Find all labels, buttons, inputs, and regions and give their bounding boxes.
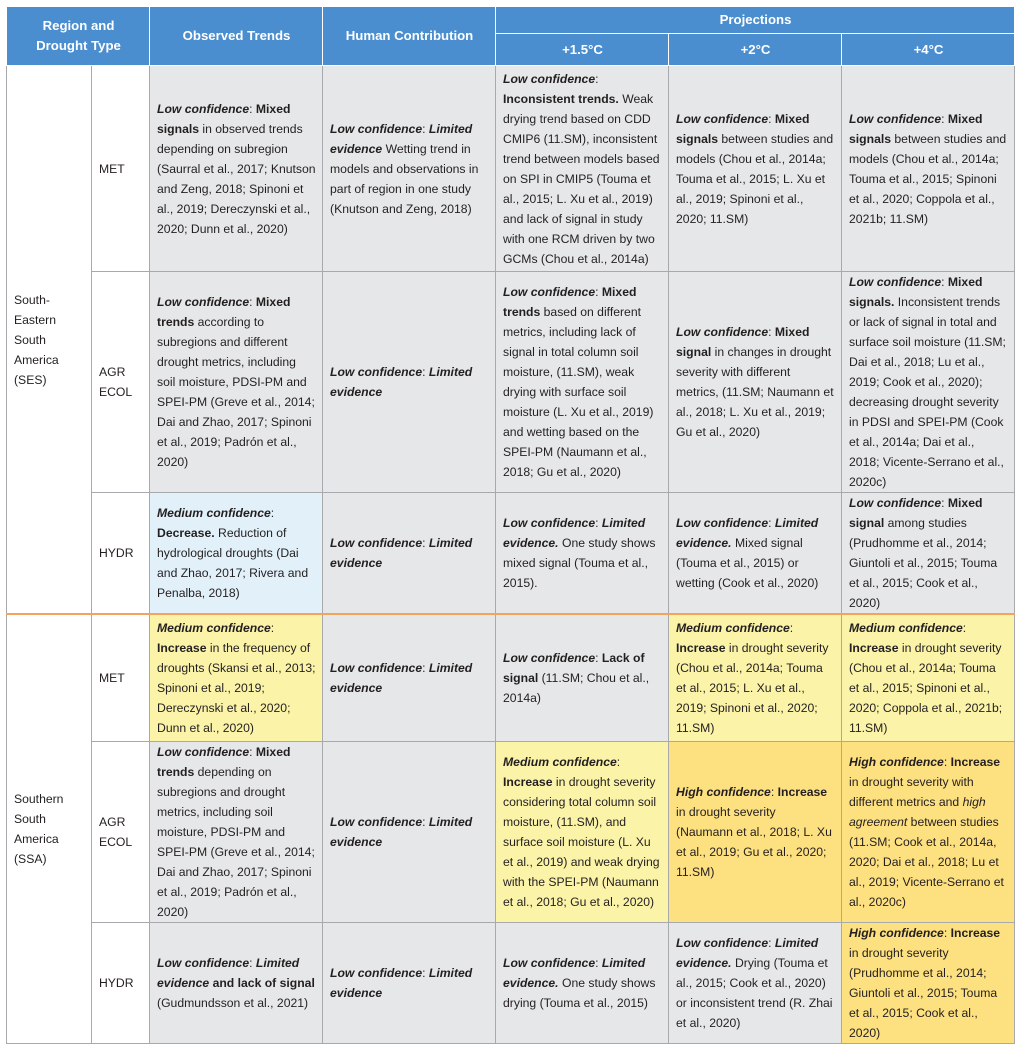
drought-type-cell xyxy=(92,614,150,742)
cell-text: between studies and models (Chou et al., 2014a; Touma et al., 2015; Spinoni et al., 2020; Coppola et al., 2021b; 11.SM) xyxy=(849,131,1007,226)
cell-text: High confidence xyxy=(849,926,944,940)
header-proj-1-5: +1.5°C xyxy=(496,34,669,66)
cell-proj-4 xyxy=(842,66,1015,272)
cell-text: : xyxy=(616,755,621,769)
cell-text: Increase xyxy=(950,926,1001,940)
cell-text: Mixed trends xyxy=(157,745,291,779)
cell-text: : xyxy=(941,496,948,510)
region-name-line: Southern xyxy=(14,792,64,806)
cell-proj-4 xyxy=(842,614,1015,742)
cell-text: Mixed signal xyxy=(676,325,810,359)
cell-text: Limited evidence. xyxy=(676,936,819,970)
cell-text: Mixed signals. xyxy=(849,275,983,309)
cell-text: Low confidence xyxy=(849,496,942,510)
cell-human xyxy=(323,742,496,923)
cell-text: : xyxy=(249,745,256,759)
region-name-line: South xyxy=(14,812,46,826)
cell-text: in the frequency of droughts (Skansi et al., 2013; Spinoni et al., 2019; Dereczynski et al., 2020; Dunn et al., 2020) xyxy=(157,641,316,735)
cell-text: Mixed signals xyxy=(849,111,983,146)
cell-observed xyxy=(150,66,323,272)
cell-observed xyxy=(150,493,323,615)
drought-type-label: MET xyxy=(99,161,125,176)
cell-text: Low confidence xyxy=(330,365,423,379)
cell-text: Low confidence xyxy=(676,936,769,950)
cell-proj-4 xyxy=(842,493,1015,615)
cell-proj-1-5 xyxy=(496,66,669,272)
drought-type-label: HYDR xyxy=(99,976,134,990)
cell-text: Mixed trends xyxy=(157,295,291,329)
cell-text: Limited evidence. xyxy=(503,956,646,990)
cell-text: in observed trends depending on subregion (Saurral et al., 2017; Knutson and Zeng, 2018; Spinoni et al., 2019; Dereczynski et al., 2020; Dunn et al., 2020) xyxy=(157,121,316,236)
cell-text: Low confidence xyxy=(157,956,250,970)
table-row xyxy=(7,493,1015,615)
cell-text: Low confidence xyxy=(330,121,423,136)
cell-text: Low confidence xyxy=(503,516,596,530)
cell-text: : xyxy=(962,621,967,635)
cell-text: One study shows drying (Touma et al., 2015) xyxy=(503,976,656,1010)
cell-text: Weak drying trend based on CDD CMIP6 (11.SM), inconsistent trend between models based on SPI in CMIP5 (Touma et al., 2015; L. Xu et al., 2019) and lack of signal in study with one RCM driven by two GCMs (Chou et al., 2014a) xyxy=(503,91,660,266)
cell-text: Low confidence xyxy=(676,516,769,530)
cell-text: (11.SM; Chou et al., 2014a) xyxy=(503,671,650,705)
cell-text: Mixed signals xyxy=(157,101,291,136)
header-proj-4: +4°C xyxy=(842,34,1015,66)
cell-text: : xyxy=(422,121,429,136)
cell-text: Increase xyxy=(849,641,899,655)
cell-text: Low confidence xyxy=(330,536,423,550)
cell-proj-2 xyxy=(669,923,842,1044)
drought-type-cell xyxy=(92,742,150,923)
cell-text: Low confidence xyxy=(676,325,769,339)
cell-proj-1-5 xyxy=(496,923,669,1044)
drought-type-label: AGR xyxy=(99,815,126,829)
cell-text: Limited evidence. xyxy=(676,516,819,550)
cell-text: Low confidence xyxy=(503,651,596,665)
cell-text: according to subregions and different drought metrics, including soil moisture, PDSI-PM and SPEI-PM (Greve et al., 2014; Dai and Zhao, 2017; Spinoni et al., 2019; Padrón et al., 2020) xyxy=(157,315,315,469)
cell-text: Low confidence xyxy=(330,661,423,675)
cell-proj-1-5 xyxy=(496,614,669,742)
cell-text: : xyxy=(249,295,256,309)
cell-text: Limited evidence xyxy=(330,365,473,399)
cell-observed xyxy=(150,742,323,923)
cell-text: : xyxy=(249,101,256,116)
cell-text: Low confidence xyxy=(330,966,423,980)
cell-human xyxy=(323,272,496,493)
cell-text: : xyxy=(768,516,775,530)
region-name-line: South- xyxy=(14,292,50,307)
cell-human xyxy=(323,493,496,615)
cell-human xyxy=(323,66,496,272)
region-cell xyxy=(7,66,92,615)
table-row xyxy=(7,614,1015,742)
region-name-line: (SSA) xyxy=(14,852,47,866)
cell-text: Medium confidence xyxy=(157,506,271,520)
cell-text: Inconsistent trends. xyxy=(503,91,619,106)
cell-text: in drought severity considering total column soil moisture, (11.SM), and surface soil moisture (L. Xu et al., 2019) and weak drying with the SPEI-PM (Naumann et al., 2018; Gu et al., 2020) xyxy=(503,775,660,909)
cell-text: Low confidence xyxy=(157,101,250,116)
cell-proj-1-5 xyxy=(496,493,669,615)
cell-text: Limited evidence xyxy=(330,815,473,849)
cell-text: : xyxy=(595,956,602,970)
header-human-contribution: Human Contribution xyxy=(323,7,496,66)
drought-type-cell xyxy=(92,66,150,272)
cell-text: Medium confidence xyxy=(676,621,790,635)
cell-text: Increase xyxy=(503,775,553,789)
drought-type-label: ECOL xyxy=(99,835,133,849)
cell-text: Inconsistent trends or lack of signal in total and surface soil moisture (11.SM; Dai et al., 2018; Lu et al., 2019; Cook et al., 2020); decreasing drought severity in PDSI and SPEI-PM (Cook et al., 2014a; Dai et al., 2018; Vicente-Serrano et al., 2020c) xyxy=(849,295,1006,489)
cell-text: : xyxy=(595,71,599,86)
cell-proj-2 xyxy=(669,66,842,272)
cell-text: Medium confidence xyxy=(157,621,271,635)
cell-text: based on different metrics, including lack of signal in total column soil moisture, (11.SM), weak drying with surface soil moisture (L. Xu et al., 2019) and wetting based on the SPEI-PM (Naumann et al., 2018; Gu et al., 2020) xyxy=(503,305,654,479)
cell-text: in drought severity (Naumann et al., 2018; L. Xu et al., 2019; Gu et al., 2020; 11.SM) xyxy=(676,805,832,879)
cell-text: depending on subregions and drought metrics, including soil moisture, PDSI-PM and SPEI-PM (Greve et al., 2014; Dai and Zhao, 2017; Spinoni et al., 2019; Padrón et al., 2020) xyxy=(157,765,315,919)
cell-text: Increase xyxy=(676,641,726,655)
cell-text: : xyxy=(770,785,778,799)
region-name-line: (SES) xyxy=(14,372,47,387)
header-region-line1: Region and xyxy=(42,18,115,33)
cell-proj-2 xyxy=(669,614,842,742)
cell-text: : xyxy=(595,651,602,665)
cell-proj-1-5 xyxy=(496,742,669,923)
cell-text: Low confidence xyxy=(503,956,596,970)
cell-text: in drought severity (Chou et al., 2014a; Touma et al., 2015; Spinoni et al., 2020; Coppola et al., 2021b; 11.SM) xyxy=(849,641,1003,735)
cell-text: : xyxy=(595,285,602,299)
cell-text: Medium confidence xyxy=(503,755,617,769)
table-row xyxy=(7,272,1015,493)
cell-text: Increase xyxy=(157,641,207,655)
cell-text: Lack of signal xyxy=(503,651,645,685)
header-proj-2: +2°C xyxy=(669,34,842,66)
cell-text: Limited evidence. xyxy=(503,516,646,550)
cell-text: Low confidence xyxy=(849,275,942,289)
header-region-and-type xyxy=(7,7,150,66)
cell-text: One study shows mixed signal (Touma et al., 2015). xyxy=(503,536,656,590)
cell-text: Increase xyxy=(777,785,828,799)
cell-text: and lack of signal xyxy=(209,976,315,990)
region-name-line: America xyxy=(14,352,59,367)
cell-text: Increase xyxy=(950,755,1001,769)
cell-text: : xyxy=(768,111,775,126)
cell-text: (Gudmundsson et al., 2021) xyxy=(157,996,309,1010)
cell-proj-4 xyxy=(842,742,1015,923)
region-cell xyxy=(7,614,92,1044)
cell-proj-2 xyxy=(669,493,842,615)
cell-text: between studies (11.SM; Cook et al., 2014a, 2020; Dai et al., 2018; Lu et al., 2019; Vicente-Serrano et al., 2020c) xyxy=(849,815,1004,909)
cell-text: Low confidence xyxy=(157,295,250,309)
cell-text: : xyxy=(270,621,275,635)
drought-type-cell xyxy=(92,493,150,615)
cell-text: Reduction of hydrological droughts (Dai and Zhao, 2017; Rivera and Penalba, 2018) xyxy=(157,526,309,600)
cell-text: Low confidence xyxy=(849,111,942,126)
cell-proj-4 xyxy=(842,923,1015,1044)
cell-text: Limited evidence xyxy=(330,661,473,695)
cell-text: in drought severity (Chou et al., 2014a; Touma et al., 2015; L. Xu et al., 2019; Spinoni et al., 2020; 11.SM) xyxy=(676,641,829,735)
cell-text: Mixed trends xyxy=(503,285,637,319)
cell-proj-2 xyxy=(669,742,842,923)
header-region-line2: Drought Type xyxy=(36,38,121,53)
cell-text: : xyxy=(422,815,429,829)
cell-text: High confidence xyxy=(849,755,944,769)
cell-text: : xyxy=(941,275,948,289)
cell-text: : xyxy=(422,536,429,550)
cell-text: Limited evidence xyxy=(330,966,473,1000)
cell-text: : xyxy=(941,111,948,126)
cell-text: : xyxy=(943,755,951,769)
cell-text: Mixed signals xyxy=(676,111,810,146)
cell-text: : xyxy=(270,506,275,520)
table-row xyxy=(7,742,1015,923)
cell-text: Low confidence xyxy=(503,285,596,299)
cell-text: Low confidence xyxy=(503,71,596,86)
cell-text: : xyxy=(422,966,429,980)
cell-text: : xyxy=(768,936,775,950)
cell-text: in drought severity with different metrics and xyxy=(849,775,974,809)
region-name-line: America xyxy=(14,832,59,846)
cell-text: in drought severity (Prudhomme et al., 2014; Giuntoli et al., 2015; Touma et al., 2015; Cook et al., 2020) xyxy=(849,946,998,1040)
region-name-line: South xyxy=(14,332,46,347)
cell-text: Limited evidence xyxy=(330,121,473,156)
drought-type-label: MET xyxy=(99,671,125,685)
cell-text: Low confidence xyxy=(157,745,250,759)
drought-type-label: AGR xyxy=(99,365,126,379)
cell-text: : xyxy=(422,365,429,379)
drought-type-label: ECOL xyxy=(99,385,133,399)
cell-text: High confidence xyxy=(676,785,771,799)
cell-text: : xyxy=(249,956,256,970)
cell-text: Mixed signal xyxy=(849,496,983,530)
cell-observed xyxy=(150,614,323,742)
cell-text: : xyxy=(789,621,794,635)
cell-text: : xyxy=(422,661,429,675)
cell-text: Medium confidence xyxy=(849,621,963,635)
cell-text: in changes in drought severity with different metrics, (11.SM; Naumann et al., 2018; L. Xu et al., 2019; Gu et al., 2020) xyxy=(676,345,834,439)
cell-proj-4 xyxy=(842,272,1015,493)
cell-text: between studies and models (Chou et al., 2014a; Touma et al., 2015; L. Xu et al., 2019; Spinoni et al., 2020; 11.SM) xyxy=(676,131,834,226)
header-observed-trends: Observed Trends xyxy=(150,7,323,66)
cell-text: : xyxy=(768,325,775,339)
table-row xyxy=(7,923,1015,1044)
cell-text: : xyxy=(943,926,951,940)
table-row xyxy=(7,66,1015,272)
cell-proj-1-5 xyxy=(496,272,669,493)
region-name-line: Eastern xyxy=(14,312,57,327)
cell-text: : xyxy=(595,516,602,530)
cell-proj-2 xyxy=(669,272,842,493)
cell-text: Mixed signal (Touma et al., 2015) or wetting (Cook et al., 2020) xyxy=(676,536,819,590)
drought-type-label: HYDR xyxy=(99,546,134,560)
header-projections: Projections xyxy=(496,7,1015,34)
cell-text: Limited evidence xyxy=(157,956,300,990)
cell-text: Decrease. xyxy=(157,526,215,540)
drought-assessment-table xyxy=(6,6,1015,1044)
cell-text: Drying (Touma et al., 2015; Cook et al., 2020) or inconsistent trend (R. Zhai et al., 2020) xyxy=(676,956,833,1030)
cell-text: Wetting trend in models and observations in part of region in one study (Knutson and Zeng, 2018) xyxy=(330,141,479,216)
cell-human xyxy=(323,923,496,1044)
cell-human xyxy=(323,614,496,742)
cell-observed xyxy=(150,923,323,1044)
drought-type-cell xyxy=(92,272,150,493)
cell-text: Limited evidence xyxy=(330,536,473,570)
cell-text: Low confidence xyxy=(330,815,423,829)
drought-type-cell xyxy=(92,923,150,1044)
cell-text: high agreement xyxy=(849,795,986,829)
cell-text: among studies (Prudhomme et al., 2014; Giuntoli et al., 2015; Touma et al., 2015; Cook et al., 2020) xyxy=(849,516,998,610)
cell-observed xyxy=(150,272,323,493)
cell-text: Low confidence xyxy=(676,111,769,126)
